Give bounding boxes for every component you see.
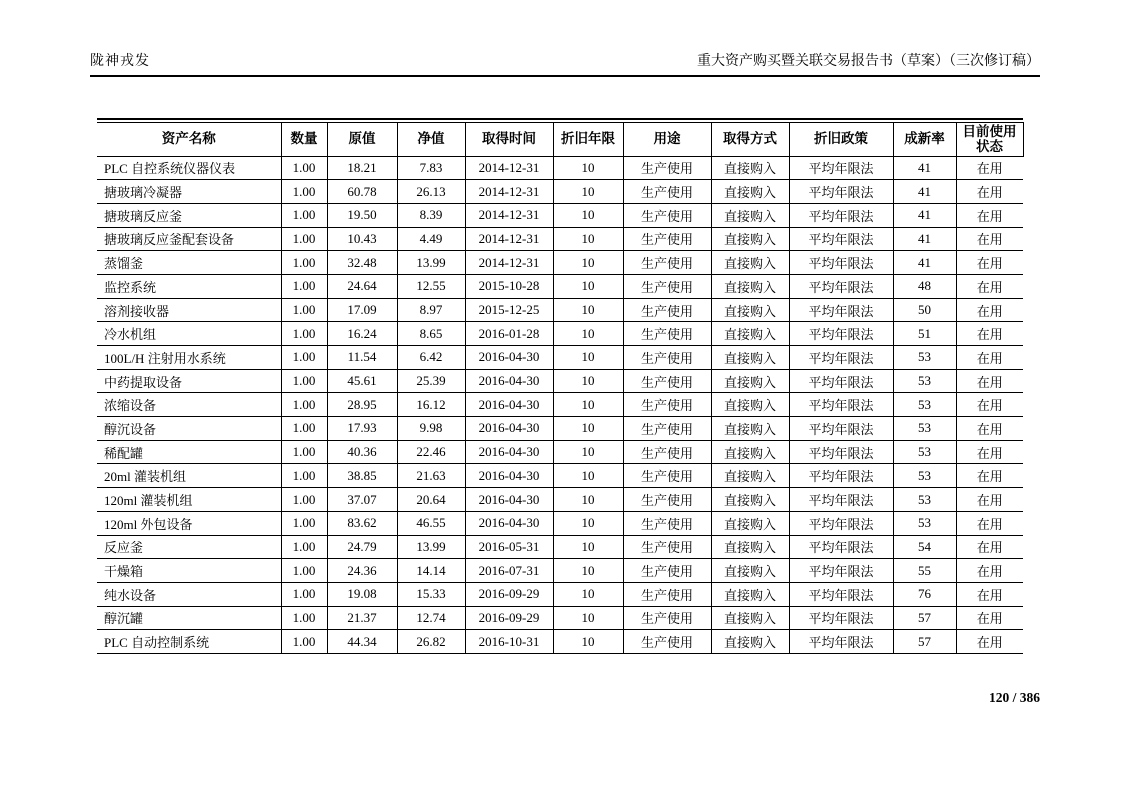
table-cell: 1.00 [281,464,327,488]
table-cell: 平均年限法 [789,488,893,512]
table-cell: 平均年限法 [789,298,893,322]
table-cell: 平均年限法 [789,417,893,441]
table-cell: 生产使用 [623,606,711,630]
table-cell: 10 [553,630,623,654]
table-cell: 稀配罐 [97,440,281,464]
table-cell: 生产使用 [623,274,711,298]
table-cell: 1.00 [281,369,327,393]
table-cell: 1.00 [281,156,327,180]
table-row [97,274,1023,298]
table-cell: 直接购入 [711,535,789,559]
table-cell: 生产使用 [623,203,711,227]
table-cell: 1.00 [281,417,327,441]
table-cell: 平均年限法 [789,251,893,275]
table-header-row [97,122,1023,156]
table-cell: 10 [553,274,623,298]
table-cell: 直接购入 [711,582,789,606]
table-cell: 2016-05-31 [465,535,553,559]
table-cell: 搪玻璃反应釜 [97,203,281,227]
table-cell: 在用 [956,274,1023,298]
table-cell: 生产使用 [623,440,711,464]
table-cell: 溶剂接收器 [97,298,281,322]
table-row [97,346,1023,370]
table-cell: 生产使用 [623,582,711,606]
table-row [97,559,1023,583]
table-cell: 1.00 [281,393,327,417]
table-cell: 1.00 [281,511,327,535]
table-cell: 2014-12-31 [465,156,553,180]
table-row [97,630,1023,654]
table-cell: 2016-04-30 [465,511,553,535]
header-company-name: 陇神戎发 [90,54,150,69]
table-cell: 10 [553,251,623,275]
table-cell: 57 [893,606,956,630]
table-cell: 2016-04-30 [465,369,553,393]
table-cell: 1.00 [281,203,327,227]
table-cell: 在用 [956,535,1023,559]
table-cell: 直接购入 [711,511,789,535]
table-cell: 平均年限法 [789,606,893,630]
table-cell: 10 [553,180,623,204]
table-cell: 21.37 [327,606,397,630]
table-cell: 2014-12-31 [465,227,553,251]
table-cell: 在用 [956,346,1023,370]
table-cell: 在用 [956,511,1023,535]
table-body [97,156,1023,653]
table-cell: 搪玻璃反应釜配套设备 [97,227,281,251]
table-row [97,156,1023,180]
column-header: 折旧政策 [789,122,893,156]
table-cell: 10 [553,559,623,583]
table-cell: 平均年限法 [789,535,893,559]
table-cell: 1.00 [281,582,327,606]
table-cell: 10.43 [327,227,397,251]
table-cell: 1.00 [281,298,327,322]
table-cell: 53 [893,346,956,370]
table-cell: 在用 [956,606,1023,630]
table-cell: 10 [553,488,623,512]
table-cell: 直接购入 [711,369,789,393]
table-cell: 平均年限法 [789,393,893,417]
table-row [97,464,1023,488]
table-cell: 8.39 [397,203,465,227]
column-header: 原值 [327,122,397,156]
table-cell: 平均年限法 [789,156,893,180]
table-cell: 10 [553,393,623,417]
table-cell: 平均年限法 [789,274,893,298]
table-row [97,251,1023,275]
table-cell: 直接购入 [711,606,789,630]
table-cell: 在用 [956,464,1023,488]
table-cell: 2016-09-29 [465,582,553,606]
table-cell: 在用 [956,630,1023,654]
table-cell: 120ml 外包设备 [97,511,281,535]
table-cell: 1.00 [281,606,327,630]
table-cell: 直接购入 [711,203,789,227]
table-cell: 1.00 [281,535,327,559]
column-header: 成新率 [893,122,956,156]
table-cell: 37.07 [327,488,397,512]
table-cell: 反应釜 [97,535,281,559]
table-cell: 直接购入 [711,227,789,251]
table-row [97,440,1023,464]
table-cell: 76 [893,582,956,606]
table-cell: 生产使用 [623,227,711,251]
table-cell: 平均年限法 [789,464,893,488]
document-header [90,50,1040,77]
table-cell: 100L/H 注射用水系统 [97,346,281,370]
table-cell: 生产使用 [623,417,711,441]
table-cell: 直接购入 [711,251,789,275]
table-cell: 24.36 [327,559,397,583]
table-cell: 2016-04-30 [465,346,553,370]
table-cell: 直接购入 [711,274,789,298]
table-cell: 直接购入 [711,417,789,441]
table-cell: 直接购入 [711,346,789,370]
table-cell: 10 [553,322,623,346]
table-cell: 2016-04-30 [465,417,553,441]
table-row [97,511,1023,535]
table-cell: 51 [893,322,956,346]
table-cell: 纯水设备 [97,582,281,606]
table-cell: 41 [893,180,956,204]
table-cell: 18.21 [327,156,397,180]
table-row [97,606,1023,630]
table-row [97,203,1023,227]
table-cell: 8.65 [397,322,465,346]
table-cell: 在用 [956,322,1023,346]
table-cell: 10 [553,298,623,322]
table-cell: 26.13 [397,180,465,204]
table-cell: 在用 [956,440,1023,464]
table-cell: 9.98 [397,417,465,441]
table-cell: 2016-04-30 [465,440,553,464]
table-cell: 平均年限法 [789,511,893,535]
table-cell: 1.00 [281,251,327,275]
table-cell: 在用 [956,369,1023,393]
table-cell: 平均年限法 [789,346,893,370]
table-cell: 10 [553,369,623,393]
table-cell: 1.00 [281,180,327,204]
table-cell: 41 [893,156,956,180]
table-cell: 53 [893,417,956,441]
table-row [97,535,1023,559]
table-cell: 10 [553,156,623,180]
table-row [97,322,1023,346]
table-cell: 24.64 [327,274,397,298]
table-cell: 41 [893,251,956,275]
table-cell: 6.42 [397,346,465,370]
column-header: 目前使用状态 [956,122,1023,156]
table-row [97,417,1023,441]
table-cell: 46.55 [397,511,465,535]
table-cell: 在用 [956,582,1023,606]
table-cell: 直接购入 [711,464,789,488]
table-cell: 20ml 灌装机组 [97,464,281,488]
table-cell: 平均年限法 [789,322,893,346]
table-cell: 53 [893,369,956,393]
table-cell: 搪玻璃冷凝器 [97,180,281,204]
table-cell: 蒸馏釜 [97,251,281,275]
column-header: 用途 [623,122,711,156]
table-cell: 10 [553,346,623,370]
table-cell: 生产使用 [623,156,711,180]
table-row [97,393,1023,417]
table-cell: 53 [893,511,956,535]
table-cell: 在用 [956,180,1023,204]
table-cell: 在用 [956,156,1023,180]
table-cell: 55 [893,559,956,583]
table-cell: 2016-09-29 [465,606,553,630]
table-cell: 干燥箱 [97,559,281,583]
table-cell: 2016-07-31 [465,559,553,583]
table-cell: 醇沉设备 [97,417,281,441]
table-cell: 直接购入 [711,156,789,180]
table-row [97,298,1023,322]
table-cell: 120ml 灌装机组 [97,488,281,512]
table-cell: 8.97 [397,298,465,322]
table-cell: 中药提取设备 [97,369,281,393]
table-cell: 19.08 [327,582,397,606]
table-cell: 15.33 [397,582,465,606]
column-header: 资产名称 [97,122,281,156]
table-cell: 生产使用 [623,346,711,370]
table-cell: 平均年限法 [789,227,893,251]
table-row [97,582,1023,606]
table-cell: 在用 [956,488,1023,512]
table-cell: 生产使用 [623,559,711,583]
table-cell: 直接购入 [711,180,789,204]
table-cell: 1.00 [281,346,327,370]
column-header: 取得方式 [711,122,789,156]
table-cell: 2014-12-31 [465,180,553,204]
table-cell: PLC 自动控制系统 [97,630,281,654]
table-cell: 生产使用 [623,180,711,204]
table-row [97,227,1023,251]
table-cell: 生产使用 [623,322,711,346]
table-cell: 50 [893,298,956,322]
table-cell: 40.36 [327,440,397,464]
table-cell: 10 [553,227,623,251]
table-cell: 24.79 [327,535,397,559]
table-cell: 平均年限法 [789,559,893,583]
column-header: 折旧年限 [553,122,623,156]
table-cell: 1.00 [281,559,327,583]
column-header: 净值 [397,122,465,156]
table-cell: 25.39 [397,369,465,393]
table-cell: 平均年限法 [789,440,893,464]
table-cell: 17.93 [327,417,397,441]
table-cell: 2014-12-31 [465,251,553,275]
table-cell: 2016-04-30 [465,488,553,512]
table-cell: 44.34 [327,630,397,654]
table-cell: 直接购入 [711,630,789,654]
column-header: 取得时间 [465,122,553,156]
table-cell: 平均年限法 [789,582,893,606]
table-cell: 生产使用 [623,464,711,488]
table-cell: 直接购入 [711,322,789,346]
table-cell: 2016-10-31 [465,630,553,654]
table-cell: 生产使用 [623,298,711,322]
table-cell: 38.85 [327,464,397,488]
table-cell: 28.95 [327,393,397,417]
table-cell: 生产使用 [623,393,711,417]
table-cell: 生产使用 [623,535,711,559]
table-cell: 平均年限法 [789,180,893,204]
table-cell: 2015-12-25 [465,298,553,322]
table-cell: 41 [893,203,956,227]
table-cell: 10 [553,464,623,488]
table-cell: 53 [893,488,956,512]
table-cell: 生产使用 [623,511,711,535]
table-cell: 16.24 [327,322,397,346]
table-cell: 7.83 [397,156,465,180]
table-cell: 53 [893,464,956,488]
table-cell: 10 [553,535,623,559]
table-cell: 2016-04-30 [465,393,553,417]
column-header: 数量 [281,122,327,156]
table-cell: 2016-01-28 [465,322,553,346]
table-cell: 26.82 [397,630,465,654]
table-cell: 浓缩设备 [97,393,281,417]
table-cell: 2015-10-28 [465,274,553,298]
table-cell: 冷水机组 [97,322,281,346]
table-cell: 在用 [956,227,1023,251]
table-cell: 12.74 [397,606,465,630]
table-cell: 直接购入 [711,393,789,417]
table-cell: 13.99 [397,535,465,559]
table-cell: 22.46 [397,440,465,464]
table-cell: 19.50 [327,203,397,227]
table-cell: 1.00 [281,488,327,512]
page-number: 120 / 386 [988,690,1040,705]
table-cell: 生产使用 [623,630,711,654]
table-cell: 11.54 [327,346,397,370]
table-cell: PLC 自控系统仪器仪表 [97,156,281,180]
table-row [97,180,1023,204]
table-cell: 10 [553,440,623,464]
header-report-title: 重大资产购买暨关联交易报告书（草案）（三次修订稿） [697,54,1040,69]
table-cell: 12.55 [397,274,465,298]
table-cell: 1.00 [281,227,327,251]
table-cell: 生产使用 [623,488,711,512]
asset-table [97,122,1024,654]
table-cell: 10 [553,511,623,535]
table-cell: 2016-04-30 [465,464,553,488]
table-cell: 1.00 [281,322,327,346]
table-cell: 在用 [956,203,1023,227]
table-cell: 在用 [956,393,1023,417]
table-cell: 直接购入 [711,298,789,322]
table-cell: 21.63 [397,464,465,488]
table-cell: 在用 [956,298,1023,322]
table-cell: 在用 [956,251,1023,275]
table-cell: 直接购入 [711,440,789,464]
table-cell: 57 [893,630,956,654]
table-cell: 16.12 [397,393,465,417]
table-cell: 1.00 [281,440,327,464]
table-cell: 4.49 [397,227,465,251]
table-cell: 平均年限法 [789,203,893,227]
table-cell: 平均年限法 [789,630,893,654]
table-cell: 60.78 [327,180,397,204]
table-cell: 32.48 [327,251,397,275]
table-cell: 在用 [956,417,1023,441]
table-cell: 83.62 [327,511,397,535]
table-cell: 17.09 [327,298,397,322]
table-cell: 53 [893,440,956,464]
table-cell: 10 [553,606,623,630]
table-cell: 45.61 [327,369,397,393]
table-cell: 生产使用 [623,251,711,275]
table-cell: 10 [553,582,623,606]
table-cell: 1.00 [281,274,327,298]
table-cell: 直接购入 [711,488,789,512]
table-cell: 14.14 [397,559,465,583]
table-row [97,488,1023,512]
table-cell: 在用 [956,559,1023,583]
table-cell: 1.00 [281,630,327,654]
table-cell: 13.99 [397,251,465,275]
table-cell: 监控系统 [97,274,281,298]
table-cell: 2014-12-31 [465,203,553,227]
table-cell: 醇沉罐 [97,606,281,630]
table-cell: 平均年限法 [789,369,893,393]
table-cell: 直接购入 [711,559,789,583]
asset-table-container [97,118,1023,654]
table-cell: 10 [553,417,623,441]
table-cell: 41 [893,227,956,251]
table-cell: 48 [893,274,956,298]
table-cell: 54 [893,535,956,559]
table-cell: 20.64 [397,488,465,512]
table-row [97,369,1023,393]
table-cell: 10 [553,203,623,227]
table-cell: 生产使用 [623,369,711,393]
table-cell: 53 [893,393,956,417]
